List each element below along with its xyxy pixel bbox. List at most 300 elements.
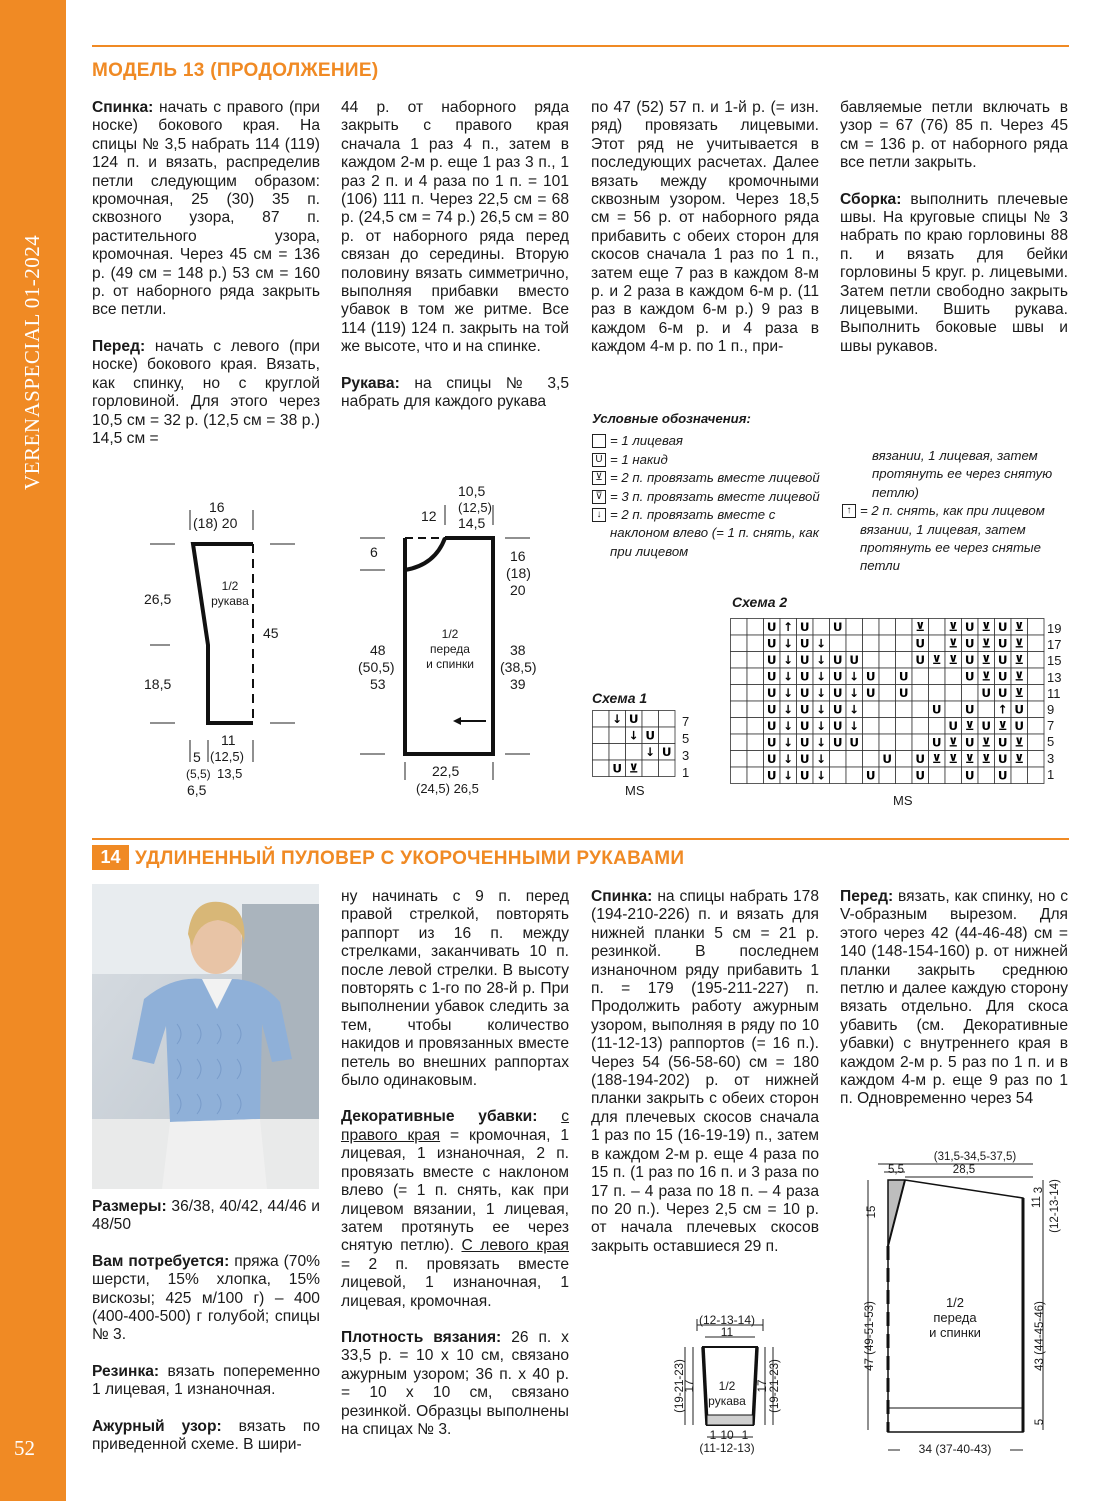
grid-cell: [863, 652, 880, 669]
stitch-symbol: U: [997, 669, 1008, 684]
s14-col3: Спинка: на спицы набрать 178 (194-210-226) п. и вязать для нижней планки 5 см = 21 р. резинкой. В последнем изнаночном ряду прибавить 1 п. = 179 (195-211-227) п. Продолжить работу ажурным узором, выполняя в ряду по 10 (11-12-13) раппортов (= 16 п.). Через 54 (56-58-60) см = 180 (188-194-202) р. от нижней планки закрыть с обеих сторон для плечевых скосов сначала 1 раз по 15 (16-19-19) п., затем в каждом 2-м р. еще 4 раза по 15 п. (1 раз по 16 п. и 3 раза по 17 п. – 4 раза по 18 п. – 4 раза по 20 п.). Через 2,5 см = 10 р. от начала плечевых скосов закрыть оставшиеся 29 п.: [591, 888, 820, 1255]
dim-label: 1: [741, 1428, 749, 1442]
diagram-label: 1/2: [945, 1295, 965, 1310]
grid-cell: [863, 635, 880, 652]
dim-label: 38: [510, 642, 526, 658]
grid-cell: [896, 635, 913, 652]
grid-cell: [1028, 685, 1045, 702]
section13-title: МОДЕЛЬ 13 (ПРОДОЛЖЕНИЕ): [92, 60, 379, 81]
row-number: 1: [682, 765, 690, 780]
stitch-symbol: U: [948, 718, 959, 733]
stitch-symbol: U: [799, 751, 810, 766]
stitch-symbol: ↓: [612, 711, 623, 726]
grid-cell: [659, 760, 676, 777]
s13-col2: 44 р. от наборного ряда закрыть с правого края сначала 1 раз 4 п., затем в каждом 2-м р. еще 1 раз 3 п., 1 раз 2 п. и 4 раза по 1 п. = 101 (106) 111 п. Через 22,5 см = 68 р. (24,5 см = 74 р.) 26,5 см = 80 р. от наборного ряда перед связан до середины. Вторую половину вязать симметрично, выполняя прибавки вместо убавок в том же ритме. Все 114 (119) 124 п. закрыть на той же высоте, что и на спинке. Рукава: на спицы № 3,5 набрать для каждого рукава: [341, 99, 569, 411]
stitch-symbol: U: [915, 636, 926, 651]
dim-label: (19-21-23): [674, 1359, 686, 1413]
ssk-icon: ↓: [592, 508, 606, 522]
dim-label: 14,5: [458, 515, 486, 531]
grid-cell: [846, 767, 863, 784]
dim-label: 11: [221, 732, 236, 748]
grid-cell: [896, 751, 913, 768]
grid-cell: [929, 619, 946, 636]
grid-cell: [945, 701, 962, 718]
grid-cell: [912, 718, 929, 735]
grid-cell: [747, 751, 764, 768]
stitch-symbol: ↓: [816, 751, 827, 766]
dim-label: 16: [510, 548, 526, 564]
row-number: 5: [682, 731, 690, 746]
dim-label: 20: [510, 582, 526, 598]
dim-label: 53: [370, 676, 386, 692]
grid-cell: [1028, 767, 1045, 784]
dim-label: (12-13-14): [1049, 1179, 1061, 1233]
stitch-symbol: ↓: [816, 669, 827, 684]
grid-cell: [731, 701, 748, 718]
grid-cell: [896, 734, 913, 751]
dim-label: 13,5: [217, 766, 243, 781]
stitch-symbol: ↓: [849, 702, 860, 717]
stitch-symbol: U: [964, 702, 975, 717]
up-arrow-icon: ↑: [842, 504, 856, 518]
dim-label: (50,5): [358, 659, 395, 675]
section14-rule: [92, 838, 1069, 840]
stitch-symbol: ↓: [849, 718, 860, 733]
grid-cell: [609, 744, 626, 761]
diagram-label: 1/2: [221, 579, 239, 593]
stitch-symbol: U: [661, 744, 672, 759]
grid-cell: [642, 711, 659, 728]
stitch-symbol: U: [832, 718, 843, 733]
grid-cell: [1028, 652, 1045, 669]
grid-cell: [1028, 635, 1045, 652]
stitch-symbol: U: [915, 652, 926, 667]
grid-cell: [1028, 718, 1045, 735]
stitch-symbol: U: [799, 669, 810, 684]
grid-cell: [830, 767, 847, 784]
grid-cell: [659, 711, 676, 728]
grid-cell: [863, 619, 880, 636]
grid-cell: [813, 619, 830, 636]
grid-cell: [747, 668, 764, 685]
grid-cell: [896, 718, 913, 735]
stitch-symbol: U: [799, 702, 810, 717]
grid-cell: [747, 619, 764, 636]
dim-label: (18): [506, 565, 531, 581]
stitch-symbol: ↓: [783, 768, 794, 783]
stitch-symbol: ↓: [783, 751, 794, 766]
stitch-symbol: U: [832, 669, 843, 684]
stitch-symbol: U: [766, 652, 777, 667]
scheme2-row-numbers: 19 17 15 13 11 9 7 5 3 1: [1047, 621, 1062, 782]
grid-cell: [731, 635, 748, 652]
grid-cell: [1028, 734, 1045, 751]
stitch-symbol: U: [997, 619, 1008, 634]
stitch-symbol: ⊻: [948, 751, 959, 766]
stitch-symbol: ↓: [628, 728, 639, 743]
diagram-label: переда: [430, 642, 470, 656]
stitch-symbol: U: [766, 751, 777, 766]
diagram-label: и спинки: [929, 1325, 981, 1340]
dim-label: 11: [720, 1325, 734, 1339]
stitch-symbol: U: [964, 636, 975, 651]
grid-cell: [929, 685, 946, 702]
stitch-symbol: ↓: [783, 652, 794, 667]
dim-label: 18,5: [144, 676, 172, 692]
grid-cell: [747, 685, 764, 702]
stitch-symbol: ⊻: [948, 735, 959, 750]
grid-cell: [747, 635, 764, 652]
stitch-symbol: ↓: [783, 636, 794, 651]
grid-cell: [846, 635, 863, 652]
diagram-label: 1/2: [718, 1379, 736, 1393]
dim-label: 26,5: [144, 591, 172, 607]
grid-cell: [731, 751, 748, 768]
s14-col4: Перед: вязать, как спинку, но с V-образным вырезом. Для этого через 42 (44-46-48) см = 140 (148-154-160) р. от нижней планки закрыть среднюю петлю и далее каждую сторону вязать отдельно. Для скоса убавить (см. Декоративные убавки) с внутреннего края в каждом 2-м р. 5 раз по 1 п. и в каждом 4-м р. еще 9 раз по 1 п. Одновременно через 54: [840, 888, 1068, 1108]
stitch-symbol: U: [931, 735, 942, 750]
stitch-symbol: ⊻: [981, 636, 992, 651]
stitch-symbol: U: [981, 718, 992, 733]
dim-label: (12,5): [458, 500, 492, 515]
stitch-symbol: ⊻: [931, 751, 942, 766]
stitch-symbol: U: [832, 685, 843, 700]
grid-cell: [747, 652, 764, 669]
grid-cell: [747, 701, 764, 718]
s14-col1: Размеры: 36/38, 40/42, 44/46 и 48/50 Вам потребуется: пряжа (70% шерсти, 15% хлопка, 15% вискозы; 425 м/100 г) – 400 (400-400-500) г голубой; спицы № 3. Резинка: вязать попеременно 1 лицевая, 1 изнаночная. Ажурный узор: вязать по приведенной схеме. В шири-: [92, 1198, 320, 1454]
grid-cell: [731, 767, 748, 784]
dim-label: (5,5): [186, 767, 211, 781]
grid-cell: [846, 751, 863, 768]
dim-label: 1: [709, 1428, 717, 1442]
stitch-symbol: ↓: [816, 768, 827, 783]
grid-cell: [879, 635, 896, 652]
scheme2-title: Схема 2: [732, 594, 788, 610]
dim-label: 5: [1034, 1418, 1046, 1426]
stitch-symbol: ⊻: [981, 669, 992, 684]
diagram-label: переда: [933, 1310, 977, 1325]
grid-cell: [1028, 668, 1045, 685]
stitch-symbol: U: [799, 652, 810, 667]
top-rule: [92, 45, 1069, 47]
grid-cell: [642, 760, 659, 777]
stitch-symbol: U: [799, 636, 810, 651]
stitch-symbol: U: [997, 636, 1008, 651]
row-number: 3: [682, 748, 690, 763]
grid-cell: [978, 767, 995, 784]
ms-label: MS: [893, 793, 913, 808]
stitch-symbol: U: [799, 735, 810, 750]
stitch-symbol: ↑: [783, 619, 794, 634]
grid-cell: [593, 727, 610, 744]
stitch-symbol: U: [964, 652, 975, 667]
grid-cell: [912, 734, 929, 751]
stitch-symbol: U: [915, 768, 926, 783]
stitch-symbol: U: [799, 718, 810, 733]
grid-cell: [945, 685, 962, 702]
dim-label: 48: [370, 642, 386, 658]
stitch-symbol: ↓: [783, 669, 794, 684]
grid-cell: [896, 701, 913, 718]
grid-cell: [609, 727, 626, 744]
stitch-symbol: ↑: [997, 702, 1008, 717]
dim-label: 17: [684, 1379, 696, 1393]
stitch-symbol: U: [964, 619, 975, 634]
grid-cell: [879, 652, 896, 669]
grid-cell: [929, 668, 946, 685]
model-photo: [92, 884, 319, 1189]
stitch-symbol: ⊻: [1014, 751, 1025, 766]
dim-label: 45: [263, 625, 279, 641]
grid-cell: [945, 668, 962, 685]
stitch-symbol: U: [799, 768, 810, 783]
grid-cell: [1028, 619, 1045, 636]
grid-cell: [879, 718, 896, 735]
s13-col1: Спинка: начать с правого (при носке) бокового края. На спицы № 3,5 набрать 114 (119) 124 п. и вязать, распределив петли следующим образом: кромочная, 25 (30) 35 п. сквозного узора, 87 п. растительного узора, кромочная. Через 45 см = 136 р. (49 см = 148 р.) 53 см = 160 р. от наборного ряда закрыть все петли. Перед: начать с левого (при носке) бокового края. Вязать, как спинку, но с круглой горловиной. Для этого через 10,5 см = 32 р. (12,5 см = 38 р.) 14,5 см =: [92, 99, 320, 447]
dim-label: (24,5) 26,5: [416, 781, 479, 796]
grid-cell: [593, 711, 610, 728]
dim-label: 28,5: [952, 1164, 976, 1176]
empty-square-icon: [592, 434, 606, 448]
stitch-symbol: ⊻: [964, 718, 975, 733]
stitch-symbol: U: [645, 728, 656, 743]
stitch-symbol: ⊻: [964, 751, 975, 766]
stitch-symbol: ⊻: [915, 619, 926, 634]
scheme1-title: Схема 1: [592, 690, 648, 706]
legend: [592, 410, 832, 561]
dim-label: 17: [757, 1379, 769, 1393]
scheme2-grid: [730, 618, 1050, 810]
stitch-symbol: U: [997, 751, 1008, 766]
grid-cell: [896, 652, 913, 669]
stitch-symbol: U: [832, 652, 843, 667]
stitch-symbol: ⊻: [981, 652, 992, 667]
stitch-symbol: U: [865, 669, 876, 684]
dim-label: 15: [866, 1205, 878, 1219]
diagram-label: и спинки: [426, 657, 474, 671]
stitch-symbol: U: [915, 751, 926, 766]
s14-col2: ну начинать с 9 п. перед правой стрелкой, повторять раппорт из 16 п. между стрелками, заканчивать 10 п. после левой стрелки. В высоту повторять с 1-го по 28-й р. При выполнении убавок следить за тем, чтобы количество накидов и провязанных вместе петель во внешних раппортах было одинаковым. Декоративные убавки: с правого края = кромочная, 1 лицевая, 1 изнаночная, 2 п. провязать вместе с наклоном влево (= 1 п. снять, как при лицевом вязании, 1 лицевая, затем протянуть ее через снятую петлю). С левого края = 2 п. провязать вместе лицевой, 1 изнаночная, 1 лицевая, кромочная. Плотность вязания: 26 п. х 33,5 р. = 10 х 10 см, связано ажурным узором; 36 п. х 40 р. = 10 х 10 см, связано резинкой. Образцы выполнены на спицах № 3.: [341, 888, 569, 1438]
dim-label: 3: [1033, 1186, 1045, 1194]
grid-cell: [593, 760, 610, 777]
stitch-symbol: ⊻: [981, 751, 992, 766]
stitch-symbol: ⊻: [1014, 636, 1025, 651]
stitch-symbol: ↓: [816, 735, 827, 750]
dim-label: 39: [510, 676, 526, 692]
dim-label: 6,5: [187, 782, 207, 798]
stitch-symbol: U: [931, 702, 942, 717]
page-number: 52: [14, 1436, 35, 1460]
stitch-symbol: U: [1014, 718, 1025, 733]
stitch-symbol: ⊻: [1014, 685, 1025, 700]
grid-cell: [747, 734, 764, 751]
stitch-symbol: ↓: [816, 685, 827, 700]
k3tog-icon: ⊽: [592, 490, 606, 504]
ms-label: MS: [625, 783, 645, 798]
s13-col3: по 47 (52) 57 п. и 1-й р. (= изн. ряд) провязать лицевыми. Этот ряд не учитывается в последующих расчетах. Далее вязать между кромочными сквозным узором. Через 18,5 см = 56 р. от наборного ряда прибавить с обеих сторон для скосов сначала 1 раз по 1 п., затем еще 7 раз в каждом 8-м р. и 2 раза в каждом 6-м р. (11 раз в каждом 6-м р.) 9 раз в каждом 6-м р. и 4 раза в каждом 4-м р. по 1 п., при-: [591, 99, 819, 356]
dim-label: 5,5: [888, 1164, 904, 1176]
legend-item: ⊻ = 2 п. провязать вместе лицевой: [592, 469, 832, 487]
stitch-symbol: ⊻: [981, 619, 992, 634]
brand-vertical: VERENASPECIAL 01-2024: [20, 234, 44, 490]
dim-label: (18) 20: [193, 515, 238, 531]
grid-cell: [863, 751, 880, 768]
stitch-symbol: U: [865, 685, 876, 700]
grid-cell: [929, 718, 946, 735]
dim-label: 10,5: [458, 483, 486, 499]
stitch-symbol: U: [997, 768, 1008, 783]
grid-cell: [962, 685, 979, 702]
grid-cell: [731, 685, 748, 702]
grid-cell: [879, 734, 896, 751]
stitch-symbol: U: [766, 685, 777, 700]
stitch-symbol: U: [997, 685, 1008, 700]
diagram-label: рукава: [708, 1394, 746, 1408]
stitch-symbol: ⊻: [628, 761, 639, 776]
yarn-over-icon: U: [592, 453, 606, 467]
dim-label: 10: [720, 1428, 734, 1442]
grid-cell: [626, 744, 643, 761]
stitch-symbol: ↓: [783, 718, 794, 733]
dim-label: 47 (49-51-53): [864, 1301, 876, 1371]
dim-label: 11: [1031, 1196, 1043, 1208]
legend-col2: вязании, 1 лицевая, затем протянуть ее через снятую петлю) ↑ = 2 п. снять, как при лицевом вязании, 1 лицевая, затем протянуть ее через снятые петли: [842, 447, 1057, 576]
dim-label: (19-21-23): [769, 1359, 781, 1413]
grid-cell: [731, 668, 748, 685]
stitch-symbol: ⊻: [1014, 652, 1025, 667]
stitch-symbol: U: [981, 685, 992, 700]
stitch-symbol: ↓: [816, 718, 827, 733]
stitch-symbol: U: [898, 669, 909, 684]
stitch-symbol: U: [849, 652, 860, 667]
dim-label: (12,5): [210, 749, 244, 764]
stitch-symbol: ↓: [816, 652, 827, 667]
stitch-symbol: U: [964, 768, 975, 783]
stitch-symbol: U: [832, 619, 843, 634]
stitch-symbol: U: [849, 735, 860, 750]
grid-cell: [1028, 701, 1045, 718]
dim-label: 43 (44-45-46): [1034, 1301, 1046, 1371]
dim-label: (12-13-14): [698, 1313, 756, 1327]
section14-number: 14: [92, 845, 129, 870]
stitch-symbol: ⊻: [931, 652, 942, 667]
dim-label: (38,5): [500, 659, 537, 675]
k2tog-icon: ⊻: [592, 471, 606, 485]
dim-label: 34 (37-40-43): [900, 1443, 1010, 1456]
row-number: 7: [682, 714, 690, 729]
grid-cell: [747, 767, 764, 784]
grid-cell: [879, 668, 896, 685]
stitch-symbol: U: [882, 751, 893, 766]
stitch-symbol: ⊻: [1014, 669, 1025, 684]
grid-cell: [863, 734, 880, 751]
dim-label: 6: [370, 544, 378, 560]
side-strip: [0, 0, 66, 1501]
stitch-symbol: ⊻: [1014, 619, 1025, 634]
stitch-symbol: ↓: [645, 744, 656, 759]
legend-item: ⊽ = 3 п. провязать вместе лицевой: [592, 488, 832, 506]
stitch-symbol: ↓: [849, 685, 860, 700]
dim-label: 5: [193, 749, 201, 765]
stitch-symbol: U: [766, 768, 777, 783]
stitch-symbol: U: [898, 685, 909, 700]
stitch-symbol: U: [628, 711, 639, 726]
stitch-symbol: U: [964, 735, 975, 750]
stitch-symbol: U: [799, 685, 810, 700]
stitch-symbol: U: [766, 619, 777, 634]
grid-cell: [846, 619, 863, 636]
stitch-symbol: ⊻: [1014, 735, 1025, 750]
stitch-symbol: U: [1014, 702, 1025, 717]
grid-cell: [593, 744, 610, 761]
stitch-symbol: ↓: [816, 636, 827, 651]
stitch-symbol: ⊻: [948, 652, 959, 667]
stitch-symbol: ↓: [783, 735, 794, 750]
stitch-symbol: ⊻: [948, 619, 959, 634]
grid-cell: [863, 701, 880, 718]
legend-title: Условные обозначения:: [592, 411, 751, 426]
stitch-symbol: U: [799, 619, 810, 634]
stitch-symbol: U: [997, 735, 1008, 750]
grid-cell: [731, 619, 748, 636]
stitch-symbol: U: [964, 669, 975, 684]
grid-cell: [747, 718, 764, 735]
dim-label: 12: [421, 508, 437, 524]
dim-label: (11-12-13): [699, 1441, 755, 1455]
stitch-symbol: ↓: [816, 702, 827, 717]
grid-cell: [731, 652, 748, 669]
grid-cell: [978, 701, 995, 718]
dim-label: (31,5-34,5-37,5): [933, 1151, 1017, 1163]
diagram-label: 1/2: [441, 627, 459, 641]
grid-cell: [879, 767, 896, 784]
stitch-symbol: U: [766, 735, 777, 750]
section14-title: УДЛИНЕННЫЙ ПУЛОВЕР С УКОРОЧЕННЫМИ РУКАВАМИ: [135, 848, 685, 869]
grid-cell: [863, 718, 880, 735]
stitch-symbol: U: [832, 702, 843, 717]
grid-cell: [879, 685, 896, 702]
stitch-symbol: ↓: [849, 669, 860, 684]
diagram-label: рукава: [211, 594, 249, 608]
grid-cell: [912, 685, 929, 702]
legend-item: ↑ = 2 п. снять, как при лицевом вязании, 1 лицевая, затем протянуть ее через снятые петли: [842, 502, 1057, 576]
legend-item: ↓ = 2 п. провязать вместе с наклоном влево (= 1 п. снять, как при лицевом: [592, 506, 832, 561]
stitch-symbol: ⊻: [948, 636, 959, 651]
legend-item: = 1 лицевая: [592, 432, 832, 450]
grid-cell: [879, 619, 896, 636]
grid-cell: [731, 718, 748, 735]
stitch-symbol: ⊻: [997, 718, 1008, 733]
grid-cell: [896, 619, 913, 636]
grid-cell: [912, 668, 929, 685]
grid-cell: [929, 635, 946, 652]
grid-cell: [929, 767, 946, 784]
stitch-symbol: U: [865, 768, 876, 783]
stitch-symbol: U: [766, 636, 777, 651]
stitch-symbol: U: [766, 702, 777, 717]
grid-cell: [659, 727, 676, 744]
grid-cell: [830, 635, 847, 652]
grid-cell: [1011, 767, 1028, 784]
stitch-symbol: U: [997, 652, 1008, 667]
stitch-symbol: ⊻: [981, 735, 992, 750]
grid-cell: [896, 767, 913, 784]
s13-col4: бавляемые петли включать в узор = 67 (76) 85 п. Через 45 см = 136 р. от наборного ряда все петли закрыть. Сборка: выполнить плечевые швы. На круговые спицы № 3 набрать по краю горловины 88 п. и вязать для бейки горловины 5 круг. р. лицевыми. Затем петли свободно закрыть лицевыми. Вшить рукава. Выполнить боковые швы и швы рукавов.: [840, 99, 1068, 355]
stitch-symbol: U: [766, 718, 777, 733]
grid-cell: [830, 751, 847, 768]
grid-cell: [731, 734, 748, 751]
stitch-symbol: U: [766, 669, 777, 684]
grid-cell: [879, 701, 896, 718]
